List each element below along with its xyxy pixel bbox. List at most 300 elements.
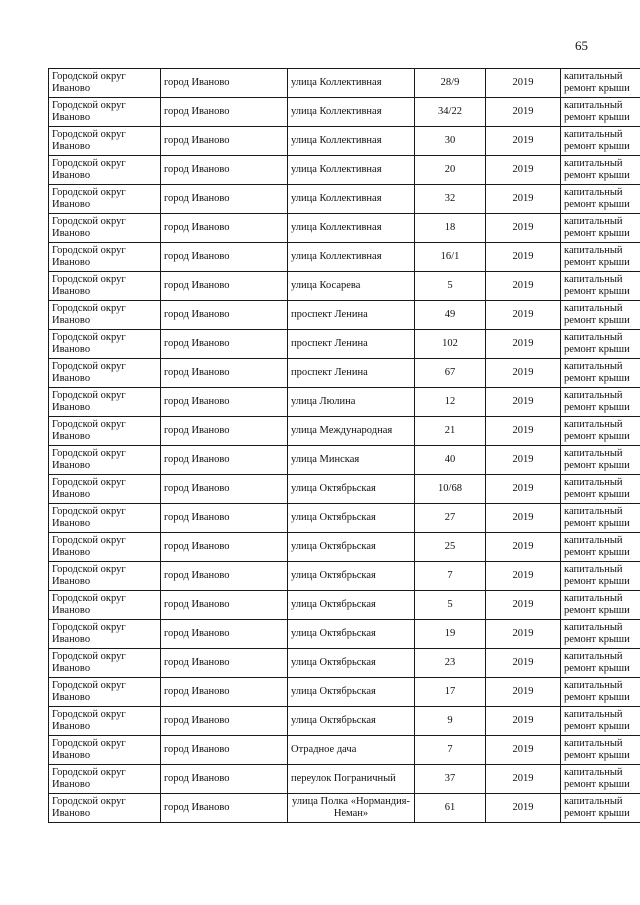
street-cell-text: проспект Ленина: [291, 367, 368, 378]
year-cell-text: 2019: [512, 715, 534, 726]
city-cell: [161, 359, 288, 388]
city-cell: [161, 301, 288, 330]
district-cell-text: Городской округ Иваново: [52, 274, 126, 297]
work-type-cell-text: капитальный ремонт крыши: [564, 738, 630, 761]
table-row: [49, 562, 640, 591]
house-number-cell: [415, 388, 486, 417]
street-cell-text: улица Октябрьская: [291, 483, 376, 494]
street-cell-text: улица Октябрьская: [291, 715, 376, 726]
city-cell-text: город Иваново: [164, 657, 230, 668]
district-cell-text: Городской округ Иваново: [52, 216, 126, 239]
table-row: [49, 417, 640, 446]
district-cell: [49, 388, 161, 417]
street-cell-text: улица Коллективная: [291, 193, 382, 204]
city-cell: [161, 127, 288, 156]
street-cell: [288, 736, 415, 765]
house-number-cell-text: 16/1: [440, 251, 460, 262]
table-row: [49, 272, 640, 301]
street-cell: [288, 649, 415, 678]
street-cell-text: улица Коллективная: [291, 135, 382, 146]
house-number-cell: [415, 562, 486, 591]
district-cell-text: Городской округ Иваново: [52, 332, 126, 355]
district-cell: [49, 214, 161, 243]
city-cell-text: город Иваново: [164, 570, 230, 581]
house-number-cell: [415, 301, 486, 330]
street-cell-text: Отрадное дача: [291, 744, 357, 755]
year-cell: [486, 562, 561, 591]
house-number-cell-text: 61: [444, 802, 456, 813]
year-cell: [486, 736, 561, 765]
work-type-cell-text: капитальный ремонт крыши: [564, 535, 630, 558]
house-number-cell-text: 23: [444, 657, 456, 668]
work-type-cell-text: капитальный ремонт крыши: [564, 796, 630, 819]
year-cell-text: 2019: [512, 483, 534, 494]
house-number-cell-text: 25: [444, 541, 456, 552]
house-number-cell: [415, 417, 486, 446]
city-cell: [161, 69, 288, 98]
city-cell-text: город Иваново: [164, 193, 230, 204]
work-type-cell: [561, 272, 640, 301]
city-cell: [161, 736, 288, 765]
district-cell: [49, 359, 161, 388]
table-row: [49, 127, 640, 156]
house-number-cell-text: 20: [444, 164, 456, 175]
table-row: [49, 243, 640, 272]
street-cell-text: улица Октябрьская: [291, 512, 376, 523]
district-cell: [49, 301, 161, 330]
city-cell-text: город Иваново: [164, 309, 230, 320]
table-row: [49, 765, 640, 794]
work-type-cell: [561, 127, 640, 156]
city-cell-text: город Иваново: [164, 425, 230, 436]
year-cell: [486, 620, 561, 649]
district-cell-text: Городской округ Иваново: [52, 129, 126, 152]
street-cell: [288, 330, 415, 359]
year-cell: [486, 417, 561, 446]
street-cell: [288, 475, 415, 504]
city-cell-text: город Иваново: [164, 77, 230, 88]
table-row: [49, 185, 640, 214]
city-cell: [161, 446, 288, 475]
work-type-cell: [561, 214, 640, 243]
work-type-cell-text: капитальный ремонт крыши: [564, 419, 630, 442]
street-cell-text: улица Коллективная: [291, 164, 382, 175]
year-cell: [486, 649, 561, 678]
city-cell-text: город Иваново: [164, 512, 230, 523]
city-cell: [161, 707, 288, 736]
district-cell-text: Городской округ Иваново: [52, 477, 126, 500]
table-row: [49, 649, 640, 678]
house-number-cell-text: 67: [444, 367, 456, 378]
house-number-cell: [415, 707, 486, 736]
house-number-cell: [415, 736, 486, 765]
year-cell-text: 2019: [512, 106, 534, 117]
year-cell-text: 2019: [512, 454, 534, 465]
year-cell-text: 2019: [512, 599, 534, 610]
house-number-cell: [415, 272, 486, 301]
city-cell-text: город Иваново: [164, 106, 230, 117]
street-cell: [288, 127, 415, 156]
district-cell: [49, 620, 161, 649]
city-cell-text: город Иваново: [164, 773, 230, 784]
street-cell: [288, 214, 415, 243]
city-cell: [161, 591, 288, 620]
district-cell-text: Городской округ Иваново: [52, 448, 126, 471]
street-cell-text: переулок Пограничный: [291, 773, 396, 784]
work-type-cell-text: капитальный ремонт крыши: [564, 448, 630, 471]
city-cell: [161, 417, 288, 446]
year-cell-text: 2019: [512, 425, 534, 436]
work-type-cell: [561, 533, 640, 562]
street-cell-text: улица Люлина: [291, 396, 356, 407]
work-type-cell: [561, 446, 640, 475]
year-cell-text: 2019: [512, 541, 534, 552]
district-cell: [49, 678, 161, 707]
work-type-cell-text: капитальный ремонт крыши: [564, 709, 630, 732]
year-cell: [486, 272, 561, 301]
house-number-cell-text: 21: [444, 425, 456, 436]
district-cell: [49, 243, 161, 272]
street-cell-text: улица Октябрьская: [291, 686, 376, 697]
work-type-cell: [561, 301, 640, 330]
table-row: [49, 156, 640, 185]
city-cell: [161, 533, 288, 562]
year-cell: [486, 678, 561, 707]
street-cell: [288, 185, 415, 214]
city-cell: [161, 649, 288, 678]
year-cell-text: 2019: [512, 686, 534, 697]
city-cell: [161, 388, 288, 417]
district-cell-text: Городской округ Иваново: [52, 709, 126, 732]
street-cell-text: улица Полка «Нормандия-Неман»: [291, 796, 411, 819]
house-number-cell: [415, 214, 486, 243]
street-cell-text: проспект Ленина: [291, 309, 368, 320]
city-cell-text: город Иваново: [164, 483, 230, 494]
district-cell-text: Городской округ Иваново: [52, 622, 126, 645]
work-type-cell-text: капитальный ремонт крыши: [564, 245, 630, 268]
street-cell-text: улица Октябрьская: [291, 599, 376, 610]
year-cell: [486, 127, 561, 156]
house-number-cell: [415, 330, 486, 359]
street-cell-text: улица Октябрьская: [291, 541, 376, 552]
street-cell: [288, 301, 415, 330]
table-row: [49, 98, 640, 127]
district-cell-text: Городской округ Иваново: [52, 158, 126, 181]
work-type-cell-text: капитальный ремонт крыши: [564, 274, 630, 297]
city-cell-text: город Иваново: [164, 454, 230, 465]
house-number-cell: [415, 359, 486, 388]
year-cell: [486, 359, 561, 388]
district-cell-text: Городской округ Иваново: [52, 303, 126, 326]
work-type-cell-text: капитальный ремонт крыши: [564, 158, 630, 181]
district-cell: [49, 736, 161, 765]
year-cell: [486, 504, 561, 533]
year-cell-text: 2019: [512, 657, 534, 668]
year-cell-text: 2019: [512, 744, 534, 755]
work-type-cell-text: капитальный ремонт крыши: [564, 680, 630, 703]
district-cell-text: Городской округ Иваново: [52, 506, 126, 529]
street-cell: [288, 446, 415, 475]
table-row: [49, 359, 640, 388]
work-type-cell: [561, 649, 640, 678]
house-number-cell: [415, 678, 486, 707]
district-cell: [49, 69, 161, 98]
house-number-cell-text: 49: [444, 309, 456, 320]
city-cell: [161, 794, 288, 823]
street-cell: [288, 678, 415, 707]
table-row: [49, 69, 640, 98]
district-cell: [49, 591, 161, 620]
house-number-cell: [415, 620, 486, 649]
city-cell: [161, 185, 288, 214]
city-cell: [161, 562, 288, 591]
year-cell: [486, 707, 561, 736]
year-cell: [486, 185, 561, 214]
street-cell-text: улица Октябрьская: [291, 570, 376, 581]
city-cell-text: город Иваново: [164, 396, 230, 407]
work-type-cell-text: капитальный ремонт крыши: [564, 477, 630, 500]
year-cell-text: 2019: [512, 135, 534, 146]
work-type-cell: [561, 243, 640, 272]
house-number-cell-text: 30: [444, 135, 456, 146]
district-cell-text: Городской округ Иваново: [52, 564, 126, 587]
year-cell: [486, 69, 561, 98]
work-type-cell-text: капитальный ремонт крыши: [564, 651, 630, 674]
city-cell: [161, 678, 288, 707]
street-cell: [288, 533, 415, 562]
district-cell-text: Городской округ Иваново: [52, 71, 126, 94]
street-cell: [288, 765, 415, 794]
street-cell: [288, 272, 415, 301]
street-cell-text: улица Международная: [291, 425, 393, 436]
district-cell-text: Городской округ Иваново: [52, 651, 126, 674]
district-cell: [49, 707, 161, 736]
year-cell-text: 2019: [512, 77, 534, 88]
work-type-cell: [561, 591, 640, 620]
work-type-cell-text: капитальный ремонт крыши: [564, 506, 630, 529]
work-type-cell: [561, 736, 640, 765]
work-type-cell: [561, 388, 640, 417]
house-number-cell-text: 18: [444, 222, 456, 233]
district-cell-text: Городской округ Иваново: [52, 361, 126, 384]
table-row: [49, 736, 640, 765]
work-type-cell-text: капитальный ремонт крыши: [564, 390, 630, 413]
work-type-cell: [561, 504, 640, 533]
year-cell: [486, 533, 561, 562]
street-cell-text: улица Коллективная: [291, 251, 382, 262]
year-cell: [486, 475, 561, 504]
city-cell-text: город Иваново: [164, 164, 230, 175]
house-number-cell: [415, 649, 486, 678]
city-cell-text: город Иваново: [164, 715, 230, 726]
city-cell-text: город Иваново: [164, 338, 230, 349]
district-cell-text: Городской округ Иваново: [52, 767, 126, 790]
street-cell: [288, 69, 415, 98]
table-row: [49, 214, 640, 243]
city-cell-text: город Иваново: [164, 686, 230, 697]
city-cell: [161, 765, 288, 794]
table-row: [49, 678, 640, 707]
year-cell: [486, 330, 561, 359]
table-row: [49, 591, 640, 620]
city-cell-text: город Иваново: [164, 280, 230, 291]
work-type-cell-text: капитальный ремонт крыши: [564, 767, 630, 790]
year-cell-text: 2019: [512, 309, 534, 320]
work-type-cell-text: капитальный ремонт крыши: [564, 129, 630, 152]
work-type-cell: [561, 156, 640, 185]
district-cell-text: Городской округ Иваново: [52, 390, 126, 413]
work-type-cell: [561, 69, 640, 98]
table-row: [49, 475, 640, 504]
city-cell: [161, 156, 288, 185]
house-number-cell-text: 40: [444, 454, 456, 465]
district-cell-text: Городской округ Иваново: [52, 187, 126, 210]
city-cell: [161, 214, 288, 243]
table-row: [49, 301, 640, 330]
work-type-cell: [561, 620, 640, 649]
street-cell-text: улица Минская: [291, 454, 360, 465]
district-cell: [49, 185, 161, 214]
district-cell: [49, 533, 161, 562]
year-cell-text: 2019: [512, 164, 534, 175]
street-cell-text: улица Косарева: [291, 280, 361, 291]
house-number-cell-text: 7: [447, 744, 453, 755]
city-cell-text: город Иваново: [164, 628, 230, 639]
table-row: [49, 388, 640, 417]
city-cell-text: город Иваново: [164, 222, 230, 233]
work-type-cell: [561, 678, 640, 707]
year-cell-text: 2019: [512, 280, 534, 291]
street-cell: [288, 562, 415, 591]
city-cell-text: город Иваново: [164, 744, 230, 755]
street-cell-text: улица Октябрьская: [291, 657, 376, 668]
street-cell: [288, 359, 415, 388]
street-cell-text: улица Октябрьская: [291, 628, 376, 639]
year-cell: [486, 98, 561, 127]
city-cell: [161, 504, 288, 533]
year-cell: [486, 765, 561, 794]
district-cell-text: Городской округ Иваново: [52, 419, 126, 442]
year-cell: [486, 243, 561, 272]
year-cell-text: 2019: [512, 570, 534, 581]
year-cell-text: 2019: [512, 251, 534, 262]
house-number-cell-text: 37: [444, 773, 456, 784]
work-type-cell: [561, 417, 640, 446]
year-cell: [486, 301, 561, 330]
table-row: [49, 446, 640, 475]
registry-table: [48, 68, 640, 823]
district-cell-text: Городской округ Иваново: [52, 535, 126, 558]
house-number-cell-text: 28/9: [440, 77, 460, 88]
page-number: 65: [575, 38, 588, 53]
house-number-cell-text: 10/68: [438, 483, 462, 494]
table-body: [49, 69, 640, 823]
district-cell: [49, 272, 161, 301]
work-type-cell-text: капитальный ремонт крыши: [564, 593, 630, 616]
city-cell: [161, 475, 288, 504]
street-cell-text: улица Коллективная: [291, 77, 382, 88]
street-cell: [288, 591, 415, 620]
year-cell-text: 2019: [512, 222, 534, 233]
work-type-cell-text: капитальный ремонт крыши: [564, 100, 630, 123]
house-number-cell-text: 12: [444, 396, 456, 407]
house-number-cell: [415, 533, 486, 562]
house-number-cell-text: 7: [447, 570, 453, 581]
house-number-cell: [415, 127, 486, 156]
year-cell-text: 2019: [512, 338, 534, 349]
city-cell-text: город Иваново: [164, 135, 230, 146]
district-cell-text: Городской округ Иваново: [52, 680, 126, 703]
street-cell: [288, 794, 415, 823]
street-cell: [288, 504, 415, 533]
year-cell-text: 2019: [512, 628, 534, 639]
table-row: [49, 504, 640, 533]
table-row: [49, 330, 640, 359]
work-type-cell-text: капитальный ремонт крыши: [564, 71, 630, 94]
street-cell: [288, 417, 415, 446]
city-cell-text: город Иваново: [164, 367, 230, 378]
house-number-cell: [415, 185, 486, 214]
house-number-cell: [415, 243, 486, 272]
work-type-cell-text: капитальный ремонт крыши: [564, 361, 630, 384]
city-cell-text: город Иваново: [164, 599, 230, 610]
work-type-cell-text: капитальный ремонт крыши: [564, 187, 630, 210]
house-number-cell-text: 27: [444, 512, 456, 523]
work-type-cell-text: капитальный ремонт крыши: [564, 303, 630, 326]
district-cell: [49, 417, 161, 446]
work-type-cell: [561, 330, 640, 359]
district-cell-text: Городской округ Иваново: [52, 593, 126, 616]
street-cell: [288, 156, 415, 185]
district-cell-text: Городской округ Иваново: [52, 245, 126, 268]
work-type-cell: [561, 562, 640, 591]
work-type-cell: [561, 98, 640, 127]
year-cell: [486, 446, 561, 475]
street-cell-text: улица Коллективная: [291, 222, 382, 233]
city-cell: [161, 98, 288, 127]
city-cell: [161, 243, 288, 272]
table-row: [49, 794, 640, 823]
district-cell: [49, 504, 161, 533]
street-cell: [288, 620, 415, 649]
district-cell: [49, 765, 161, 794]
house-number-cell: [415, 504, 486, 533]
district-cell: [49, 562, 161, 591]
district-cell: [49, 475, 161, 504]
year-cell: [486, 794, 561, 823]
house-number-cell-text: 9: [447, 715, 453, 726]
city-cell-text: город Иваново: [164, 251, 230, 262]
work-type-cell: [561, 185, 640, 214]
street-cell: [288, 707, 415, 736]
house-number-cell: [415, 98, 486, 127]
house-number-cell: [415, 475, 486, 504]
city-cell-text: город Иваново: [164, 541, 230, 552]
work-type-cell-text: капитальный ремонт крыши: [564, 622, 630, 645]
year-cell: [486, 214, 561, 243]
district-cell: [49, 156, 161, 185]
district-cell-text: Городской округ Иваново: [52, 100, 126, 123]
house-number-cell-text: 5: [447, 280, 453, 291]
house-number-cell: [415, 446, 486, 475]
year-cell-text: 2019: [512, 773, 534, 784]
district-cell: [49, 649, 161, 678]
house-number-cell-text: 5: [447, 599, 453, 610]
city-cell: [161, 330, 288, 359]
city-cell: [161, 272, 288, 301]
house-number-cell-text: 19: [444, 628, 456, 639]
house-number-cell-text: 102: [442, 338, 458, 349]
